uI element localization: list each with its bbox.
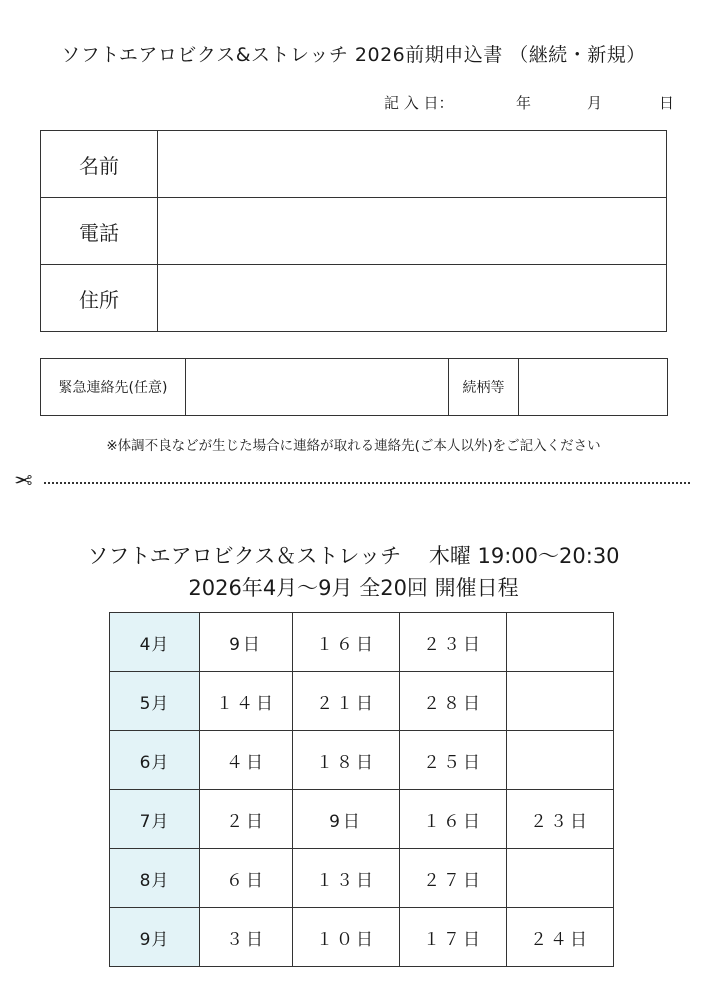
schedule-month-cell: 4月 [110, 613, 200, 672]
schedule-month-cell: 7月 [110, 790, 200, 849]
schedule-row [110, 790, 614, 849]
emergency-label: 緊急連絡先(任意) [41, 359, 186, 416]
schedule-date-cell: １７日 [400, 908, 507, 967]
applicant-info-table [40, 130, 667, 332]
cut-line [14, 470, 690, 494]
schedule-date-cell: ２５日 [400, 731, 507, 790]
schedule-date-cell: 9日 [293, 790, 400, 849]
name-field[interactable] [158, 131, 667, 198]
schedule-date-cell: ４日 [200, 731, 293, 790]
scissors-icon: ✂ [14, 469, 33, 494]
phone-row [41, 198, 667, 265]
schedule-row [110, 672, 614, 731]
name-label: 名前 [41, 131, 158, 198]
emergency-row [41, 359, 668, 416]
name-row [41, 131, 667, 198]
schedule-date-cell: ２１日 [293, 672, 400, 731]
relation-label: 続柄等 [449, 359, 519, 416]
schedule-date-cell [507, 613, 614, 672]
schedule-date-cell [507, 672, 614, 731]
schedule-date-cell: ２日 [200, 790, 293, 849]
phone-label: 電話 [41, 198, 158, 265]
schedule-month-cell: 5月 [110, 672, 200, 731]
schedule-title: ソフトエアロビクス＆ストレッチ 木曜 19:00～20:30 [87, 544, 620, 568]
phone-field[interactable] [158, 198, 667, 265]
entry-date-month: 月 [587, 94, 603, 112]
schedule-date-cell: ２８日 [400, 672, 507, 731]
schedule-month-cell: 9月 [110, 908, 200, 967]
schedule-date-cell: ３日 [200, 908, 293, 967]
schedule-row [110, 849, 614, 908]
relation-field[interactable] [519, 359, 668, 416]
dotted-divider [44, 482, 690, 484]
entry-date-year: 年 [516, 94, 532, 112]
schedule-table [109, 612, 614, 967]
schedule-date-cell: １４日 [200, 672, 293, 731]
entry-date-label: 記 入 日： [384, 94, 454, 112]
schedule-row [110, 908, 614, 967]
entry-date-line [0, 92, 707, 114]
schedule-date-cell: ２３日 [507, 790, 614, 849]
schedule-date-cell: 9日 [200, 613, 293, 672]
entry-date-day: 日 [659, 94, 675, 112]
address-field[interactable] [158, 265, 667, 332]
schedule-date-cell: １０日 [293, 908, 400, 967]
schedule-date-cell: １６日 [293, 613, 400, 672]
schedule-date-cell: １８日 [293, 731, 400, 790]
schedule-row [110, 731, 614, 790]
emergency-contact-table [40, 358, 668, 416]
schedule-date-cell: １６日 [400, 790, 507, 849]
address-row [41, 265, 667, 332]
schedule-date-cell: ２４日 [507, 908, 614, 967]
address-label: 住所 [41, 265, 158, 332]
form-title: ソフトエアロビクス&ストレッチ 2026前期申込書 （継続・新規） [61, 44, 646, 66]
emergency-note: ※体調不良などが生じた場合に連絡が取れる連絡先(ご本人以外)をご記入ください [106, 438, 601, 454]
schedule-date-cell [507, 849, 614, 908]
schedule-subtitle: 2026年4月～9月 全20回 開催日程 [188, 576, 519, 600]
schedule-date-cell: ２３日 [400, 613, 507, 672]
schedule-row [110, 613, 614, 672]
schedule-month-cell: 6月 [110, 731, 200, 790]
schedule-date-cell: ２７日 [400, 849, 507, 908]
schedule-date-cell [507, 731, 614, 790]
schedule-month-cell: 8月 [110, 849, 200, 908]
schedule-date-cell: １３日 [293, 849, 400, 908]
schedule-date-cell: ６日 [200, 849, 293, 908]
emergency-field[interactable] [186, 359, 449, 416]
